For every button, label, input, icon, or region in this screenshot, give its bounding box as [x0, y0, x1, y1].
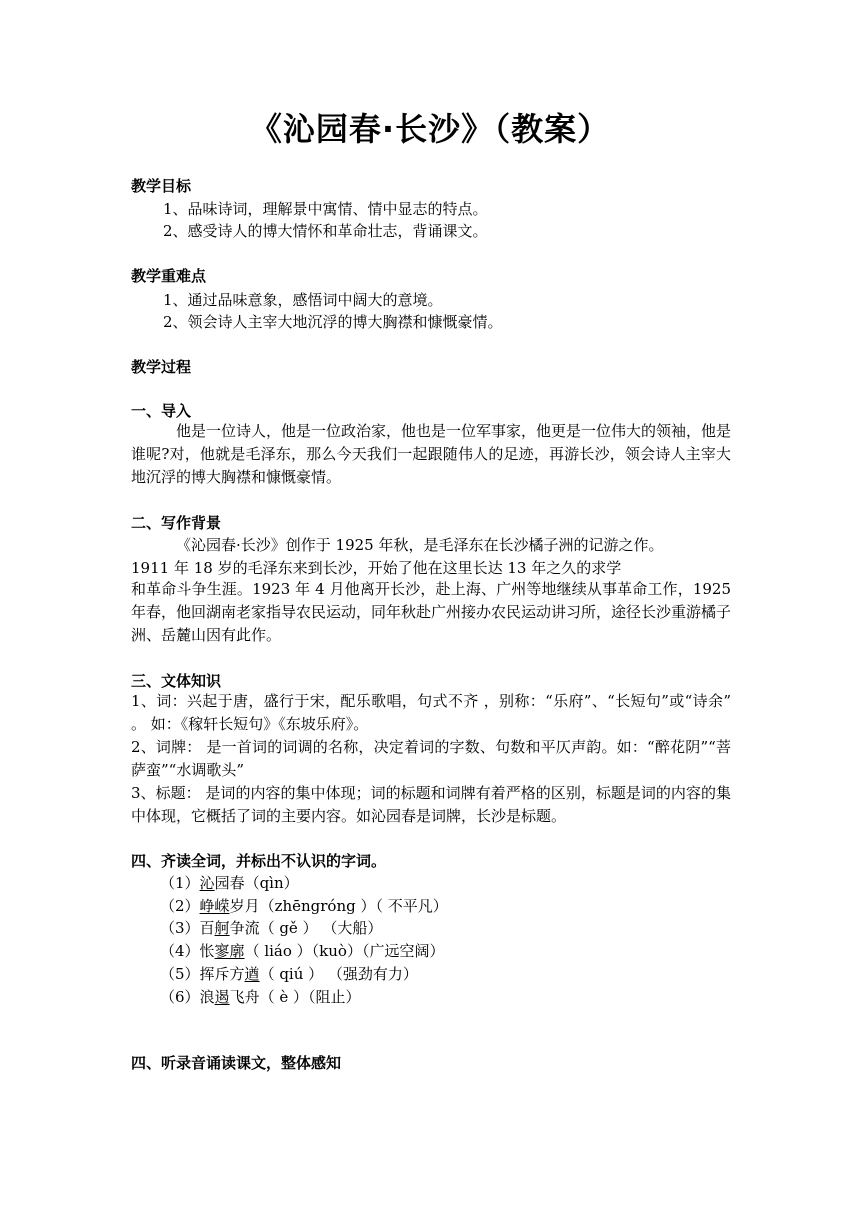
vocab-item	[160, 872, 299, 893]
vocab-suffix: （ liáo ）（kuò）（广远空阔）	[244, 942, 445, 960]
objectives-heading: 教学目标	[131, 177, 192, 195]
background-line-1: 《沁园春·长沙》创作于 1925 年秋，是毛泽东在长沙橘子洲的记游之作。	[176, 536, 664, 554]
vocab-item	[160, 963, 418, 984]
document-title: 《沁园春·长沙》（教案）	[249, 110, 611, 148]
vocab-suffix: （ qiú ） （强劲有力）	[259, 965, 418, 983]
vocab-item	[160, 986, 360, 1007]
key-points-heading: 教学重难点	[131, 267, 207, 285]
vocab-item	[160, 917, 382, 938]
vocab-prefix: （6）浪	[160, 988, 215, 1006]
vocab-underlined-word: 寥廓	[214, 942, 245, 960]
background-line-2: 1911 年 18 岁的毛泽东来到长沙，开始了他在这里长达 13 年之久的求学	[131, 559, 622, 577]
vocab-prefix: （3）百	[160, 919, 215, 937]
vocab-item	[160, 895, 448, 916]
listening-heading: 四、听录音诵读课文，整体感知	[131, 1054, 342, 1072]
vocab-underlined-word: 遏	[214, 988, 230, 1006]
vocab-underlined-word: 遒	[244, 965, 260, 983]
intro-heading: 一、导入	[131, 402, 192, 420]
objective-item-1: 1、品味诗词，理解景中寓情、情中显志的特点。	[163, 200, 488, 218]
key-point-item-2: 2、领会诗人主宰大地沉浮的博大胸襟和慷慨豪情。	[163, 313, 503, 331]
background-paragraph: 和革命斗争生涯。1923 年 4 月他离开长沙，赴上海、广州等地继续从事革命工作，1925 年春，他回湖南老家指导农民运动，同年秋赴广州接办农民运动讲习所，途径长沙重游橘子洲、岳麓山因有此作。	[131, 580, 732, 644]
objective-item-2: 2、感受诗人的博大情怀和革命壮志，背诵课文。	[163, 222, 488, 240]
process-heading: 教学过程	[131, 358, 192, 376]
vocab-underlined-word: 舸	[214, 919, 230, 937]
vocab-prefix: （2）	[160, 897, 200, 915]
vocab-suffix: 园春（qìn）	[214, 874, 299, 892]
vocab-suffix: 飞舟（ è ）（阻止）	[229, 988, 361, 1006]
vocab-suffix: 争流（ gě ） （大船）	[229, 919, 383, 937]
genre-heading: 三、文体知识	[131, 672, 222, 690]
vocab-prefix: （1）	[160, 874, 200, 892]
vocab-prefix: （4）怅	[160, 942, 215, 960]
vocab-item	[160, 940, 444, 961]
genre-paragraph-1: 1、词：兴起于唐，盛行于宋，配乐歌唱，句式不齐 ，别称：“乐府”、“长短句”或“诗余” 。 如：《稼轩长短句》《东坡乐府》。	[131, 692, 731, 733]
background-heading: 二、写作背景	[131, 514, 222, 532]
intro-paragraph: 他是一位诗人，他是一位政治家，他也是一位军事家，他更是一位伟大的领袖，他是谁呢?对，他就是毛泽东，那么今天我们一起跟随伟人的足迹，再游长沙，领会诗人主宰大地沉浮的博大胸襟和慷慨豪情。	[131, 422, 732, 486]
vocab-prefix: （5）挥斥方	[160, 965, 245, 983]
vocab-underlined-word: 沁	[199, 874, 215, 892]
reading-heading: 四、齐读全词，并标出不认识的字词。	[131, 852, 387, 870]
genre-paragraph-2: 2、词牌： 是一首词的词调的名称，决定着词的字数、句数和平仄声韵。如：“醉花阴”“菩萨蛮”“水调歌头”	[131, 738, 731, 779]
vocab-underlined-word: 峥嵘	[199, 897, 230, 915]
key-point-item-1: 1、通过品味意象，感悟词中阔大的意境。	[163, 291, 443, 309]
vocab-suffix: 岁月（zhēngróng ）（ 不平凡）	[229, 897, 448, 915]
genre-paragraph-3: 3、标题： 是词的内容的集中体现；词的标题和词牌有着严格的区别，标题是词的内容的集中体现，它概括了词的主要内容。如沁园春是词牌，长沙是标题。	[131, 784, 731, 825]
